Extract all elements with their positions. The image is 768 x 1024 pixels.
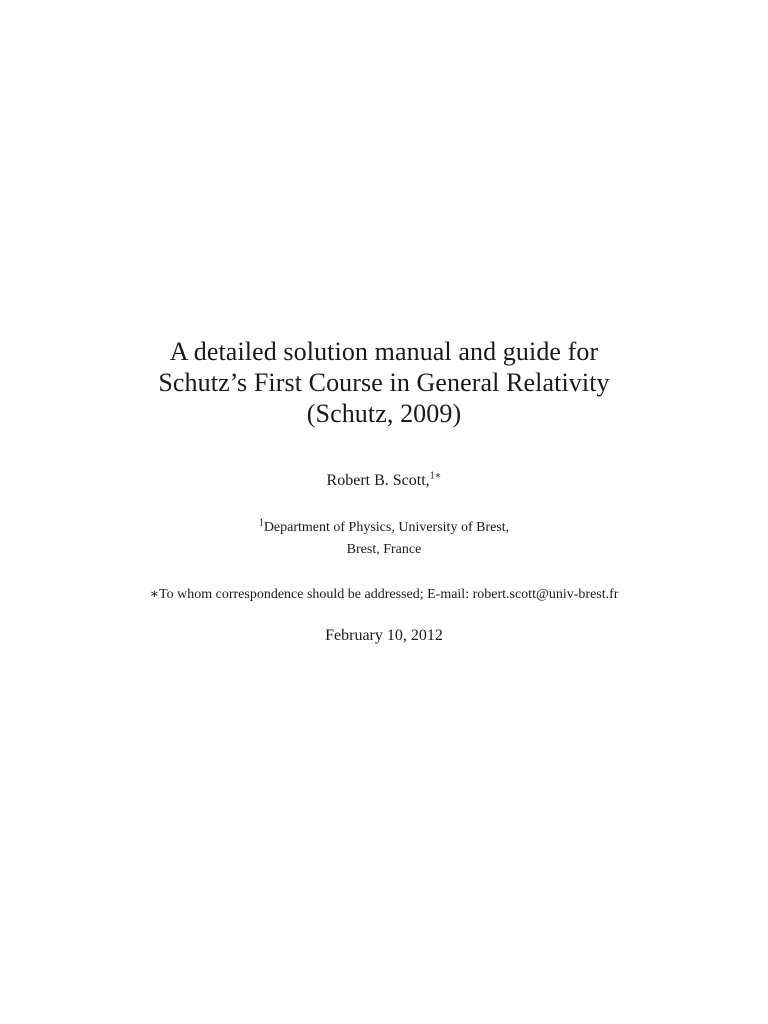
publication-date: February 10, 2012 [325, 627, 443, 644]
author-name: Robert B. Scott, [326, 472, 430, 489]
correspondence-marker: ∗ [149, 587, 160, 602]
correspondence-text: To whom correspondence should be addressed; E-mail: robert.scott@univ-brest.fr [159, 587, 619, 602]
affiliation-line-2: Brest, France [346, 542, 422, 557]
affiliation-line-1 [84, 517, 684, 539]
author-line [84, 471, 684, 491]
correspondence-note [40, 585, 728, 605]
author-superscript: 1∗ [429, 470, 442, 482]
title-line-2: Schutz’s First Course in General Relativity [158, 368, 610, 397]
title-line-1: A detailed solution manual and guide for [169, 337, 599, 366]
paper-title [84, 336, 684, 429]
affiliation-department: Department of Physics, University of Brest, [263, 520, 510, 535]
title-line-3: (Schutz, 2009) [306, 399, 462, 428]
affiliation-marker: 1 [258, 517, 264, 529]
affiliation [84, 517, 684, 561]
